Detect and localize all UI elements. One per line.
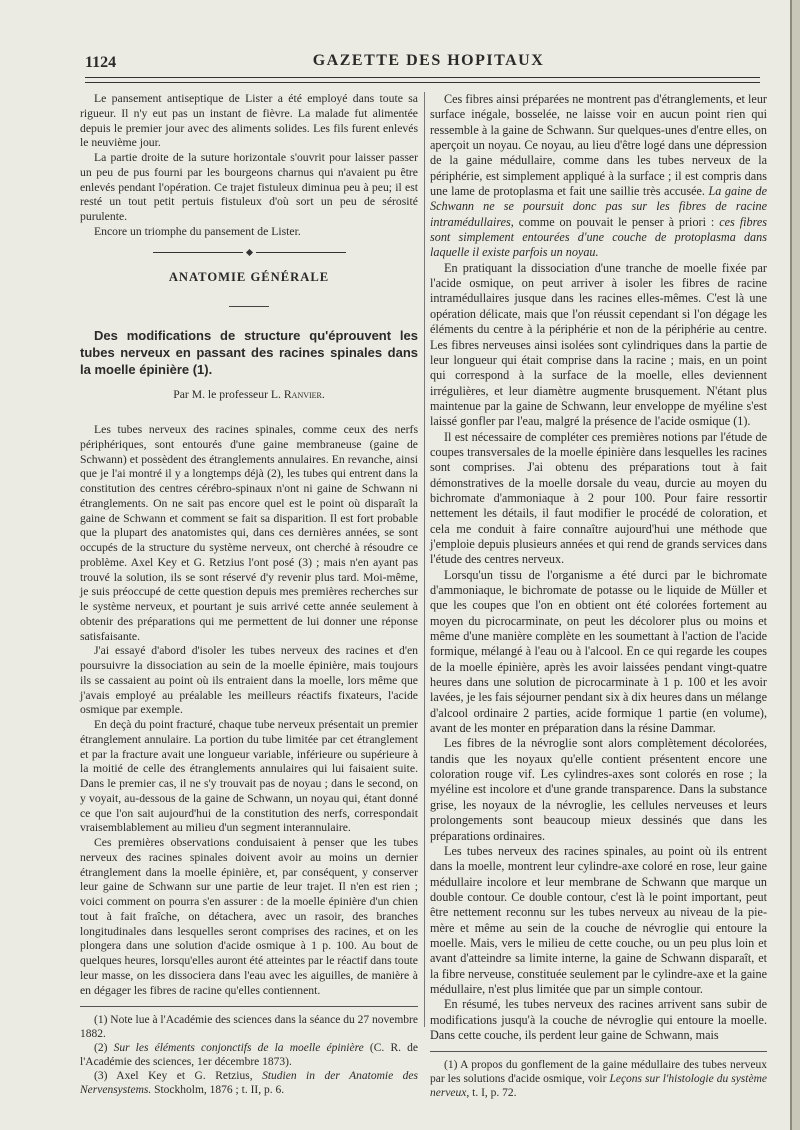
- section-title: ANATOMIE GÉNÉRALE: [168, 269, 330, 284]
- body-paragraph: J'ai essayé d'abord d'isoler les tubes nerveux des racines et d'en poursuivre la dissociation au sein de la moelle épinière, mais toujours ils se cassaient au point où ils entraient dans la moelle, lors même que j'avais employé au préalable les meilleurs réactifs fixateurs, l'acide osmique par exemple.: [80, 644, 418, 717]
- intro-paragraph: Le pansement antiseptique de Lister a été employé dans toute sa rigueur. Il n'y eut pas un instant de fièvre. La malade fut alimentée depuis le premier jour avec des aliments solides. Les fils furent enlevés le neuvième jour.: [80, 92, 418, 150]
- body-paragraph: Les tubes nerveux des racines spinales, comme ceux des nerfs périphériques, sont entourés d'une gaine membraneuse (gaine de Schwann) et possèdent des étranglements annulaires. En revanche, ainsi que je l'ai montré il y a longtemps déjà (2), les tubes qui entrent dans la constitution des centres cérébro-spinaux n'ont ni gaine de Schwann ni étranglements. On ne sait pas encore quel est le point où disparaît la gaine de Schwann et comment se fait sa disparition. Il est fort probable que la plupart des anatomistes qui, dans ces dernières années, se sont occupés de la structure du système nerveux, ont cherché à résoudre ce problème. Axel Key et G. Retzius l'ont posé (3) ; mais n'en ayant pas trouvé la solution, ils se sont réservé d'y revenir plus tard. Moi-même, je suis préoccupé de cette question depuis mes premières recherches sur le système nerveux, et pourtant je suis arrivé cette année seulement à obtenir des préparations qui me permettent de lui donner une réponse satisfaisante.: [80, 423, 418, 643]
- right-column: [430, 92, 767, 1100]
- intro-paragraph: La partie droite de la suture horizontale s'ouvrit pour laisser passer un peu de pus fourni par les bourgeons charnus qui n'avaient pu être enlevés pendant l'opération. Ce trajet fistuleux diminua peu à peu; il est resté un tout petit pertuis fistuleux d'où sort un peu de sérosité purulente.: [80, 151, 418, 223]
- page-number: 1124: [85, 54, 117, 71]
- diamond-icon: [245, 249, 252, 256]
- article-title: Des modifications de structure qu'éprouvent les tubes nerveux en passant des racines spinales dans la moelle épinière (1).: [80, 328, 418, 378]
- header-rule: [85, 77, 760, 83]
- left-column: [80, 92, 418, 1097]
- intro-paragraph: Encore un triomphe du pansement de Lister.: [94, 224, 301, 238]
- body-paragraph: Lorsqu'un tissu de l'organisme a été durci par le bichromate d'ammoniaque, le bichromate de potasse ou le liquide de Müller et que les coupes que l'on en obtient ont été colorées fortement au moyen du picrocarminate, on peut les décolorer plus ou moins et même d'une manière complète en les soumettant à l'action de l'acide formique, mélangé à l'eau ou à l'alcool. En ce qui regarde les coupes de la moelle épinière, après les avoir laissées pendant vingt-quatre heures dans une solution de picrocarminate à 1 p. 100 et les avoir lavées, je les fais séjourner pendant six à dix heures dans un mélange d'alcool ordinaire 2 parties, acide formique 1 partie (en volume), avant de les monter en préparation dans la résine Dammar.: [430, 567, 767, 736]
- body-paragraph: En deçà du point fracturé, chaque tube nerveux présentait un premier étranglement annulaire. La portion du tube limitée par cet étranglement et par la fracture avait une longueur variable, inférieure ou supérieure à la moitié de celle des étranglements annulaires qui lui faisaient suite. Dans le premier cas, il ne s'y trouvait pas de noyau ; dans le second, on y voyait, au-dessous de la gaine de Schwann, un noyau qui, étant donné ce que l'on sait aujourd'hui de la constitution des nerfs, correspondait vraisemblablement au milieu d'un segment interannulaire.: [80, 718, 418, 835]
- left-footnotes: [80, 1006, 418, 1097]
- footnote: (1) A propos du gonflement de la gaine médullaire des tubes nerveux par les solutions d'acide osmique, voir Leçons sur l'histologie du système nerveux, t. I, p. 72.: [430, 1059, 767, 1100]
- footnote: (2) Sur les éléments conjonctifs de la moelle épinière (C. R. de l'Académie des sciences, 1er décembre 1873).: [80, 1042, 418, 1069]
- right-footnote: [430, 1051, 767, 1100]
- page-edge: [792, 0, 800, 1130]
- running-title: GAZETTE DES HOPITAUX: [312, 52, 545, 69]
- body-paragraph: Il est nécessaire de compléter ces premières notions par l'étude de coupes transversales de la moelle épinière dans lesquelles les racines sont comprises. J'ai obtenu des préparations tout à fait démonstratives de la moelle dorsale du veau, durcie au moyen du bichromate d'ammoniaque à 2 pour 100. Pour faire ressortir nettement les détails, il faut modifier le procédé de coloration, et cela me conduit à faire connaître aujourd'hui une méthode que j'emploie depuis plusieurs années et qui rend de grands services dans l'étude des centres nerveux.: [430, 429, 767, 567]
- page-header: [85, 52, 772, 76]
- byline: Par M. le professeur L. Ranvier.: [173, 388, 325, 402]
- body-paragraph: En pratiquant la dissociation d'une tranche de moelle fixée par l'acide osmique, on peut arriver à isoler les fibres de racine intramédullaires jusque dans les racines elles-mêmes. C'est là une opération délicate, mais que l'on réussit cependant si l'on dégage les éléments du centre à la périphérie et non de la périphérie au centre. Les fibres nerveuses ainsi isolées sont cylindriques dans la partie de leur longueur qui était comprise dans la racine ; mais, en un point qui correspond à la surface de la moelle, elles deviennent irrégulières, et leur diamètre augmente brusquement. N'étant plus maintenue par la gaine de Schwann, leur enveloppe de myéline s'est laissé gonfler par l'eau, malgré la présence de l'acide osmique (1).: [430, 260, 767, 429]
- footnote: (1) Note lue à l'Académie des sciences dans la séance du 27 novembre 1882.: [80, 1014, 418, 1041]
- section-ornament: [80, 246, 418, 256]
- short-rule: [229, 306, 269, 307]
- body-paragraph: Ces fibres ainsi préparées ne montrent pas d'étranglements, et leur surface inégale, bosselée, ne laisse voir en aucun point rien qui ressemble à la gaine de Schwann. Sur quelques-unes d'entre elles, on aperçoit un noyau. Ce noyau, au lieu d'être logé dans une dépression de la gaine médullaire, comme dans les tubes nerveux de la périphérie, est simplement appliqué à la surface ; il est compris dans une lame de protoplasma et fait une saillie très accusée. La gaine de Schwann ne se poursuit donc pas sur les fibres de racine intramédullaires, comme on pouvait le penser à priori : ces fibres sont simplement entourées d'une couche de protoplasma dans laquelle il existe parfois un noyau.: [430, 92, 768, 260]
- body-paragraph: Les fibres de la névroglie sont alors complètement décolorées, tandis que les noyaux qu'elle contient présentent encore une coloration rouge vif. Les cylindres-axes sont colorés en rose ; la myéline est incolore et d'une grande transparence. Dans la substance grise, les noyaux de la névroglie, les cellules nerveuses et leurs prolongements sont beaucoup mieux dessinés que dans les préparations ordinaires.: [430, 736, 767, 843]
- author-name: Ranvier.: [283, 388, 325, 402]
- footnote: (3) Axel Key et G. Retzius, Studien in der Anatomie des Nervensystems. Stockholm, 1876 ; t. II, p. 6.: [80, 1070, 418, 1097]
- body-paragraph: Les tubes nerveux des racines spinales, au point où ils entrent dans la moelle, montrent leur cylindre-axe coloré en rose, leur gaine médullaire incolore et leur membrane de Schwann que marque un double contour. Ce double contour, c'est là le point important, peut être nettement reconnu sur les tubes nerveux au niveau de la pie-mère et même au sein de la couche de névroglie qui entoure la moelle. Mais, vers le milieu de cette couche, ou un peu plus loin et avant d'atteindre sa limite interne, la gaine de Schwann disparaît, et la fibre nerveuse, constituée seulement par le cylindre-axe et la gaine médullaire, n'est plus limitée que par un simple contour.: [430, 843, 767, 996]
- body-paragraph: En résumé, les tubes nerveux des racines arrivent sans subir de modifications jusqu'à la couche de névroglie qui entoure la moelle. Dans cette couche, ils perdent leur gaine de Schwann, mais: [430, 997, 767, 1042]
- column-divider: [424, 92, 425, 1027]
- body-paragraph: Ces premières observations conduisaient à penser que les tubes nerveux des racines spinales doivent avoir au moins un dernier étranglement dans la moelle épinière, et, par conséquent, y conserver leur gaine de Schwann sur une partie de leur trajet. Il n'en est rien ; voici comment on pourra s'en assurer : de la moelle épinière d'un chien tout à fait fraîche, on détachera, avec un rasoir, des branches longitudinales dans lesquelles seront comprises des racines, et on les plongera dans une solution d'acide osmique à 1 p. 100. Au bout de quelques heures, lorsqu'elles auront été atteintes par le réactif dans toute leur masse, on les dissociera dans l'eau avec les aiguilles, de manière à en dégager les fibres de racine qu'elles contiennent.: [80, 836, 418, 997]
